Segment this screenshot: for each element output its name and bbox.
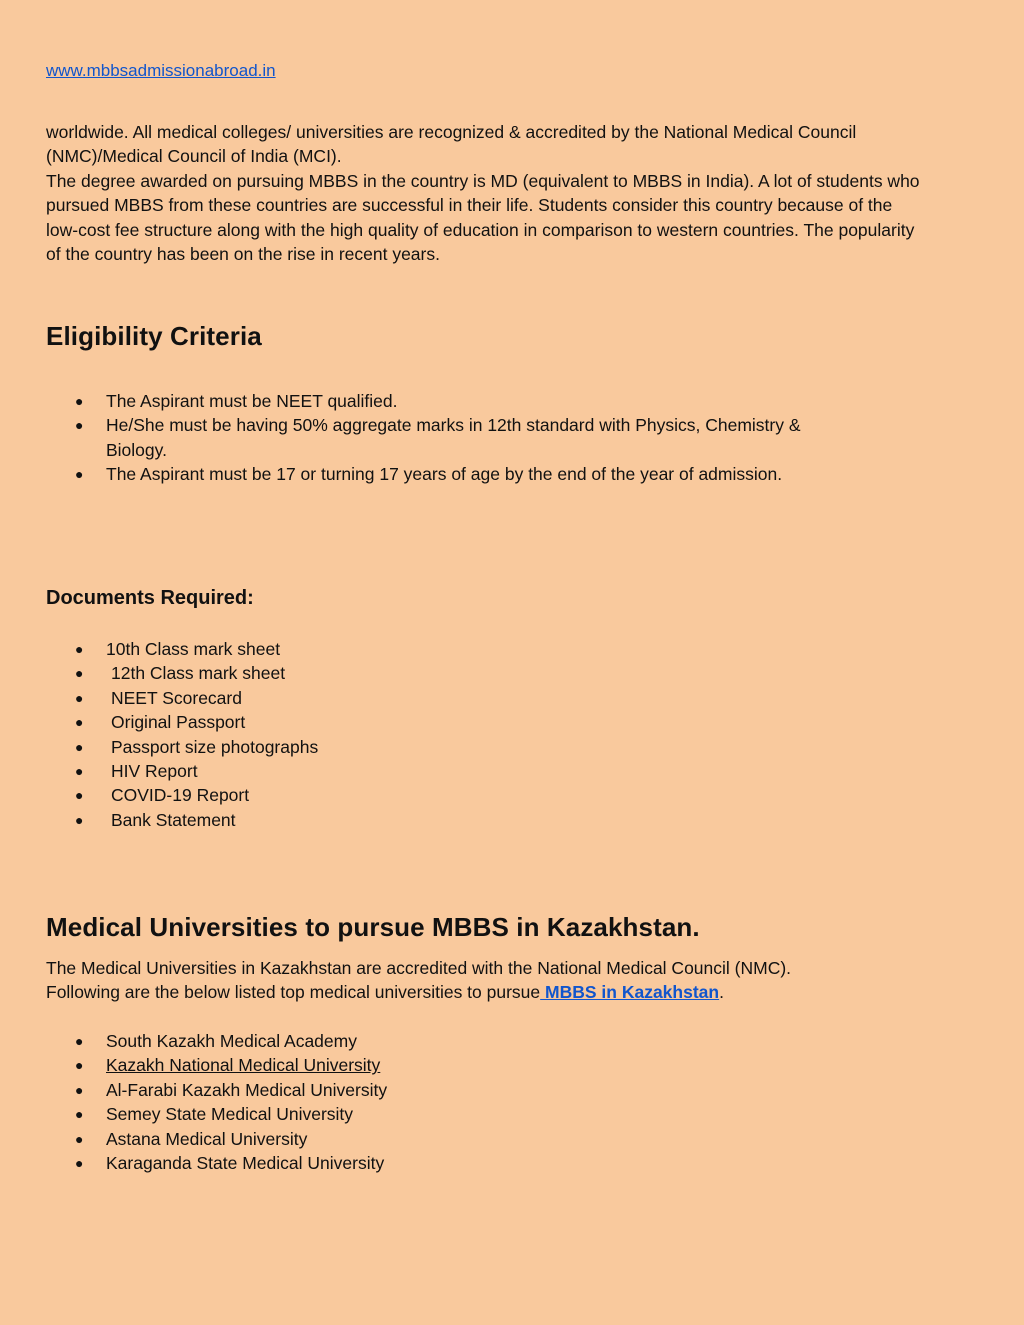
list-item: ● NEET Scorecard — [46, 686, 318, 710]
site-link[interactable]: www.mbbsadmissionabroad.in — [46, 61, 276, 80]
mbbs-kazakhstan-link[interactable]: MBBS in Kazakhstan — [540, 982, 720, 1003]
list-item: ● Astana Medical University — [46, 1127, 387, 1151]
list-item: ● The Aspirant must be NEET qualified. — [46, 389, 846, 413]
list-item: ● Karaganda State Medical University — [46, 1151, 387, 1175]
intro-paragraph-2: The degree awarded on pursuing MBBS in the country is MD (equivalent to MBBS in India). A lot of students who pursued MBBS from these countries are successful in their life. Students consider this country because of the low-cost fee structure along with the high quality of education in comparison to western countries. The popularity of the country has been on the rise in recent years. — [46, 170, 920, 265]
intro-paragraph-1: worldwide. All medical colleges/ universities are recognized & accredited by the National Medical Council (NMC)/Medical Council of India (MCI). — [46, 122, 857, 167]
universities-heading: Medical Universities to pursue MBBS in Kazakhstan. — [46, 912, 700, 942]
list-item: ● Original Passport — [46, 710, 318, 734]
documents-heading: Documents Required: — [46, 587, 254, 609]
bullet-icon: ● — [75, 466, 84, 483]
eligibility-list — [46, 389, 846, 487]
universities-list — [46, 1029, 387, 1175]
universities-intro: The Medical Universities in Kazakhstan are accredited with the National Medical Council (NMC). Following are the below listed top medical universities to pursue MBBS in Kazakhstan. — [46, 958, 792, 1003]
list-item: ● HIV Report — [46, 759, 318, 783]
bullet-icon: ● — [75, 1081, 84, 1098]
list-item: ● Passport size photographs — [46, 735, 318, 759]
bullet-icon: ● — [75, 1033, 84, 1049]
bullet-icon: ● — [75, 763, 84, 780]
university-link[interactable]: Kazakh National Medical University — [106, 1055, 381, 1076]
bullet-icon: ● — [75, 665, 84, 682]
bullet-icon: ● — [75, 1057, 84, 1074]
eligibility-heading: Eligibility Criteria — [46, 321, 262, 351]
bullet-icon: ● — [75, 1155, 84, 1172]
bullet-icon: ● — [75, 1106, 84, 1123]
intro-text — [46, 120, 926, 266]
documents-list — [46, 637, 318, 832]
list-item: ● South Kazakh Medical Academy — [46, 1029, 387, 1053]
bullet-icon: ● — [75, 641, 84, 657]
bullet-icon: ● — [75, 417, 84, 434]
list-item: ● The Aspirant must be 17 or turning 17 years of age by the end of the year of admission. — [46, 462, 846, 486]
bullet-icon: ● — [75, 738, 84, 755]
bullet-icon: ● — [75, 787, 84, 804]
list-item: ● Semey State Medical University — [46, 1102, 387, 1126]
bullet-icon: ● — [75, 714, 84, 731]
bullet-icon: ● — [75, 1130, 84, 1147]
list-item: ● 10th Class mark sheet — [46, 637, 318, 661]
list-item: ● COVID-19 Report — [46, 783, 318, 807]
bullet-icon: ● — [75, 689, 84, 706]
list-item: ● Bank Statement — [46, 808, 318, 832]
list-item: ● He/She must be having 50% aggregate marks in 12th standard with Physics, Chemistry & Biology. — [75, 415, 801, 460]
list-item[interactable] — [46, 1053, 387, 1077]
bullet-icon: ● — [75, 393, 84, 409]
list-item: ● Al-Farabi Kazakh Medical University — [46, 1078, 387, 1102]
bullet-icon: ● — [75, 811, 84, 828]
list-item: ● 12th Class mark sheet — [46, 661, 318, 685]
